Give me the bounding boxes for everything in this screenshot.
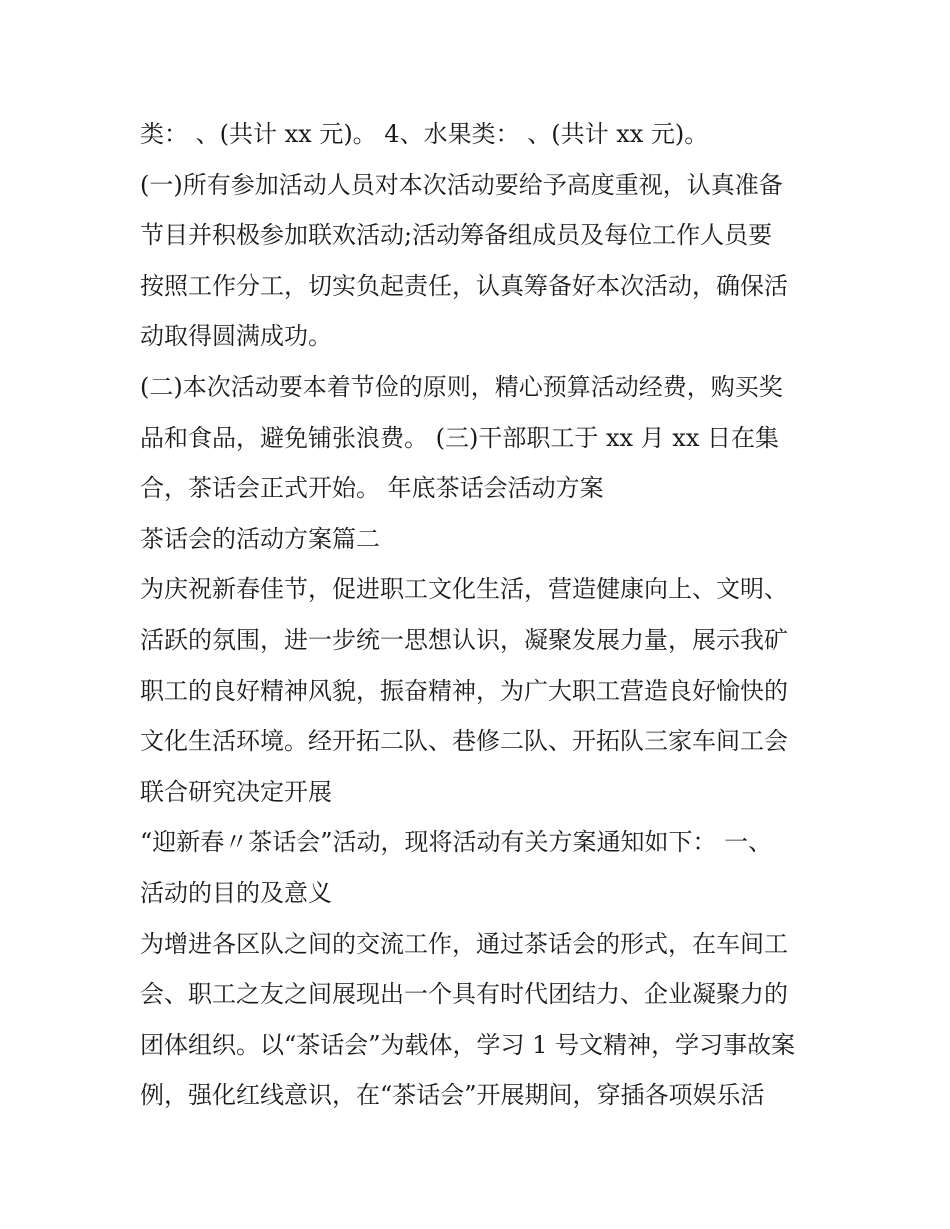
section-heading: 茶话会的活动方案篇二 [140,524,380,553]
text-line: 为庆祝新春佳节，促进职工文化生活，营造健康向上、文明、 [140,575,788,604]
document-body [140,109,830,1121]
text-line: 联合研究决定开展 [140,777,332,806]
text-line: (二)本次活动要本着节俭的原则，精心预算活动经费，购买奖 [140,372,783,401]
text-line: 例，强化红线意识，在“茶话会”开展期间，穿插各项娱乐活 [140,1081,765,1110]
text-line: 会、职工之友之间展现出一个具有时代团结力、企业凝聚力的 [140,980,788,1009]
text-line: 类： 、(共计 xx 元)。 4、水果类： 、(共计 xx 元)。 [140,120,709,148]
text-line: 合，茶话会正式开始。 年底茶话会活动方案 [140,474,604,503]
text-line: 动取得圆满成功。 [140,322,332,351]
text-line: 活动的目的及意义 [140,878,332,907]
text-line: 节目并积极参加联欢活动;活动筹备组成员及每位工作人员要 [140,221,773,250]
text-line: 文化生活环境。经开拓二队、巷修二队、开拓队三家车间工会 [140,727,788,756]
text-line: (一)所有参加活动人员对本次活动要给予高度重视，认真准备 [140,170,783,199]
text-line: 为增进各区队之间的交流工作，通过茶话会的形式，在车间工 [140,929,788,958]
text-line: 团体组织。以“茶话会”为载体，学习 1 号文精神，学习事故案 [140,1030,796,1059]
text-line: 职工的良好精神风貌，振奋精神，为广大职工营造良好愉快的 [140,676,788,705]
text-line: 按照工作分工，切实负起责任，认真筹备好本次活动，确保活 [140,271,788,300]
text-line: 活跃的氛围，进一步统一思想认识，凝聚发展力量，展示我矿 [140,625,788,654]
text-line: “迎新春〃茶话会”活动，现将活动有关方案通知如下： 一、 [140,828,773,857]
text-line: 品和食品，避免铺张浪费。 (三)干部职工于 xx 月 xx 日在集 [140,423,780,452]
